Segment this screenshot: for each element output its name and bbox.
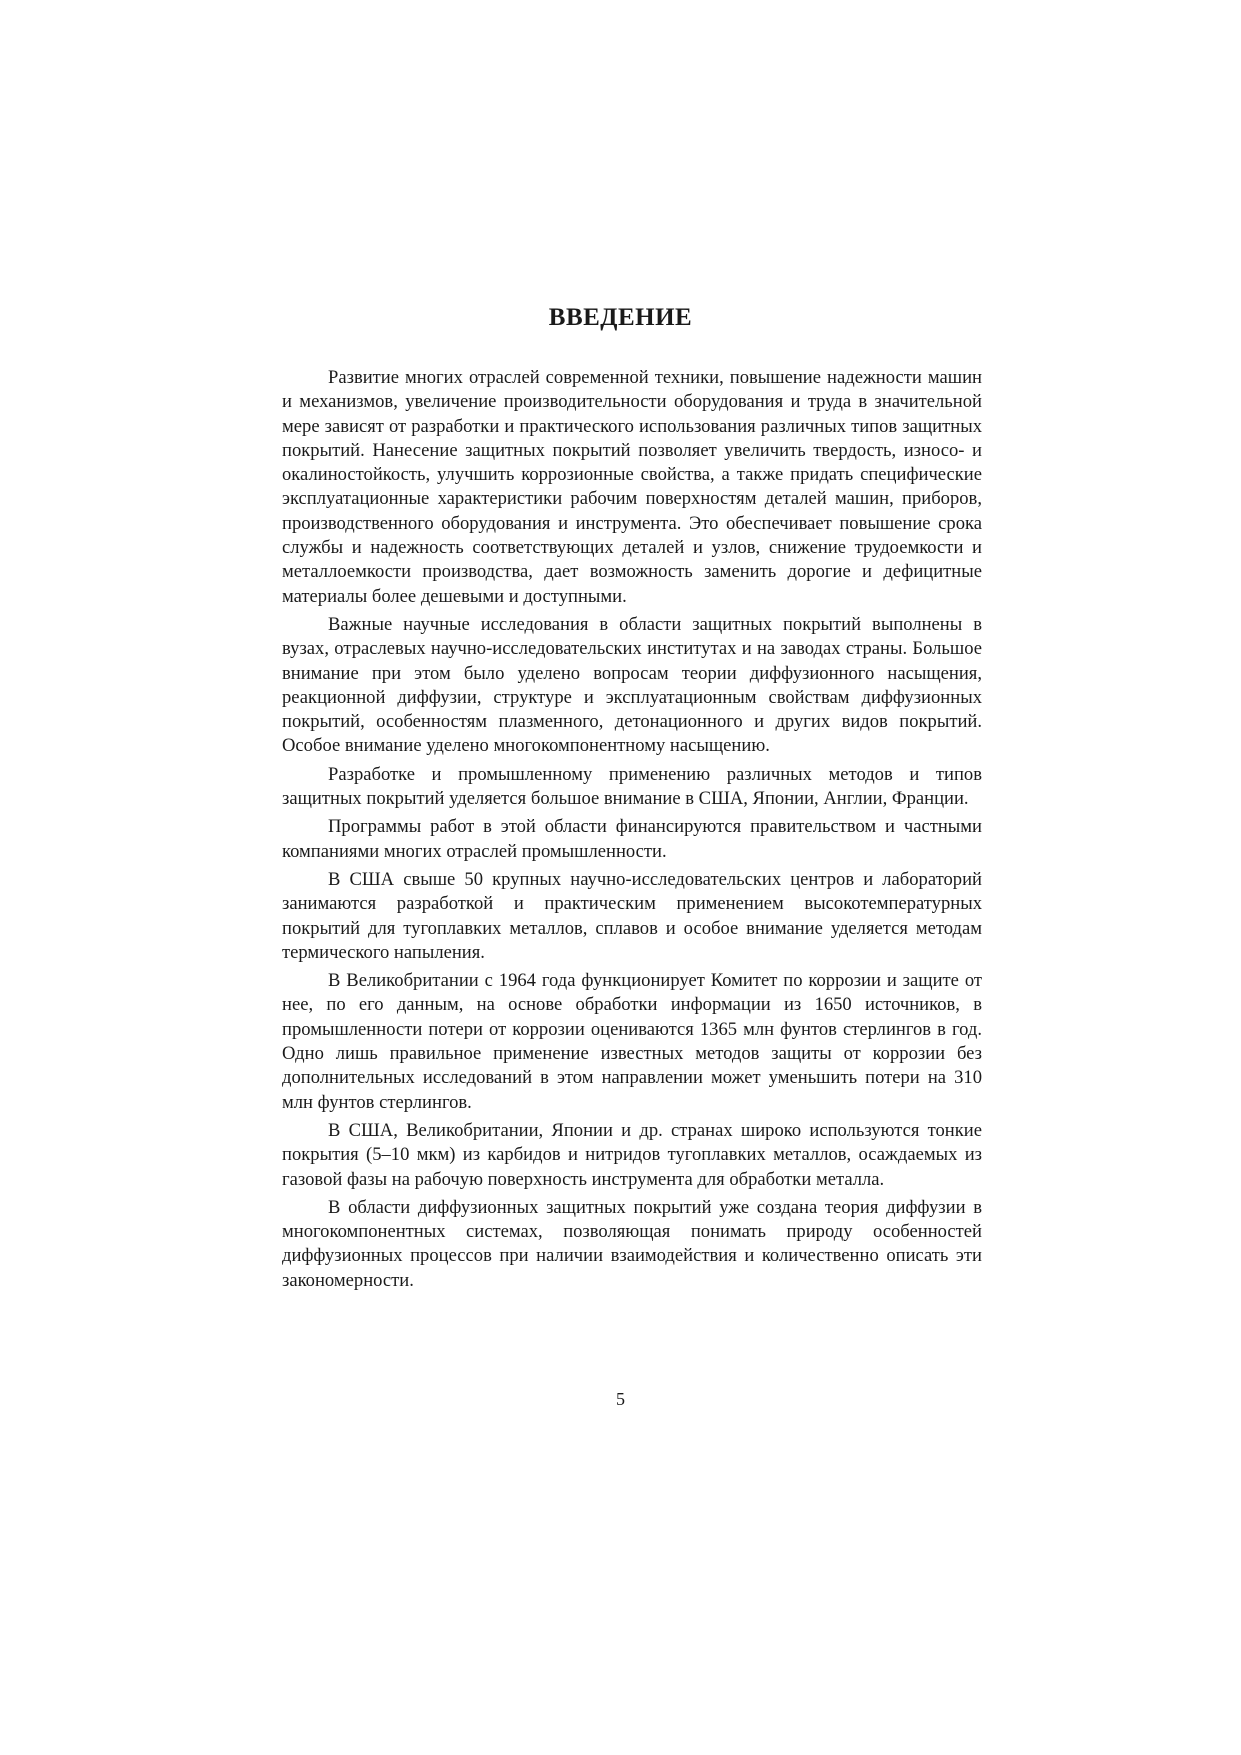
- paragraph: Программы работ в этой области финансируются правительством и частными компаниями многих отраслей промышленности.: [282, 816, 982, 862]
- paragraph: Разработке и промышленному применению различных методов и типов защитных покрытий уделяется большое внимание в США, Японии, Англии, Франции.: [282, 763, 982, 810]
- paragraph: В США, Великобритании, Японии и др. странах широко используются тонкие покрытия (5–10 мкм) из карбидов и нитридов тугоплавких металлов, осаждаемых из газовой фазы на рабочую поверхность инструмента для обработки металла.: [282, 1119, 982, 1190]
- page-number: 5: [616, 1389, 625, 1409]
- paragraph: Развитие многих отраслей современной техники, повышение надежности машин и механизмов, увеличение производительности оборудования и труда в значительной мере зависят от разработки и практического использования различных типов защитных покрытий. Нанесение защитных покрытий позволяет увеличить твердость, износо- и окалиностойкость, улучшить коррозионные свойства, а также придать специфические эксплуатационные характеристики рабочим поверхностям деталей машин, приборов, производственного оборудования и инструмента. Это обеспечивает повышение срока службы и надежность соответствующих деталей и узлов, снижение трудоемкости и металлоемкости производства, дает возможность заменить дорогие и дефицитные материалы более дешевыми и доступными.: [282, 367, 982, 607]
- paragraph: В области диффузионных защитных покрытий уже создана теория диффузии в многокомпонентных системах, позволяющая понимать природу особенностей диффузионных процессов при наличии взаимодействия и количественно описать эти закономерности.: [282, 1196, 982, 1291]
- paragraph: В Великобритании с 1964 года функционирует Комитет по коррозии и защите от нее, по его данным, на основе обработки информации из 1650 источников, в промышленности потери от коррозии оцениваются 1365 млн фунтов стерлингов в год. Одно лишь правильное применение известных методов защиты от коррозии без дополнительных исследований в этом направлении может уменьшить потери на 310 млн фунтов стерлингов.: [282, 970, 982, 1113]
- paragraph: Важные научные исследования в области защитных покрытий выполнены в вузах, отраслевых научно-исследовательских институтах и на заводах страны. Большое внимание при этом было уделено вопросам теории диффузионного насыщения, реакционной диффузии, структуре и эксплуатационным свойствам диффузионных покрытий, особенностям плазменного, детонационного и других видов покрытий. Особое внимание уделено многокомпонентному насыщению.: [282, 613, 982, 757]
- paragraph: В США свыше 50 крупных научно-исследовательских центров и лабораторий занимаются разработкой и практическим применением высокотемпературных покрытий для тугоплавких металлов, сплавов и особое внимание уделяется методам термического напыления.: [282, 868, 982, 963]
- body-text: [282, 366, 982, 1297]
- page-title: ВВЕДЕНИЕ: [548, 304, 693, 331]
